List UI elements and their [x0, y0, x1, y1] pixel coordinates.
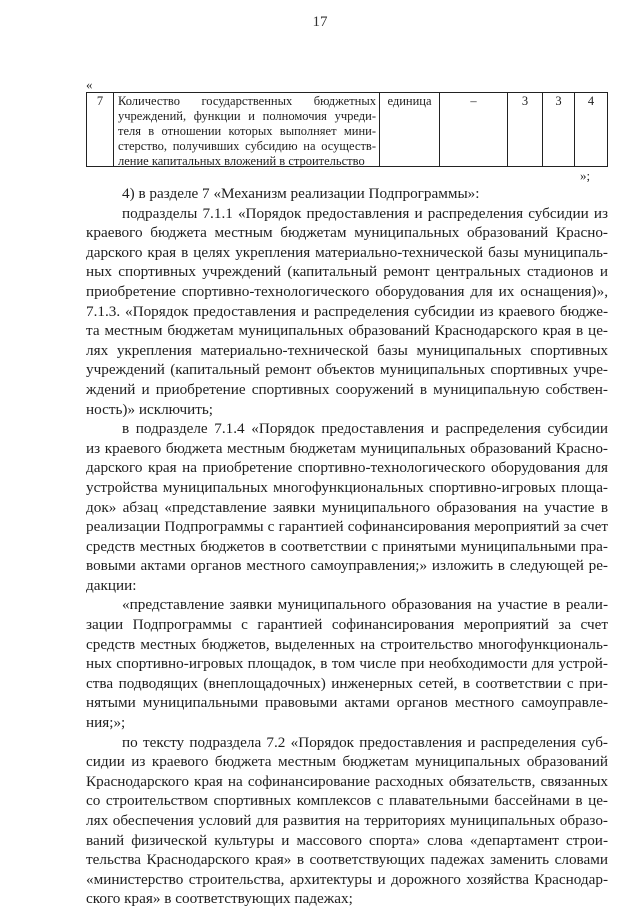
- description-line: ление капитальных вложений в строительство: [118, 154, 365, 168]
- text-line: 7.1.3. «Порядок предоставления и распределения субсидии из краевого бюдже-: [86, 302, 608, 320]
- text-line: ных спортивно-игровых площадок, в том числе при необходимости для устрой-: [86, 655, 608, 673]
- text-line: дакции:: [86, 576, 137, 594]
- text-line: средств местных бюджетов, выделенных на строительство многофункциональ-: [86, 635, 608, 653]
- paragraph: [86, 733, 608, 909]
- text-line: в подразделе 7.1.4 «Порядок предоставления и распределения субсидии: [122, 420, 608, 438]
- page-number: 17: [312, 14, 328, 30]
- text-line: со строительством спортивных комплексов с плавательными бассейнами в це-: [86, 792, 608, 810]
- text-line: ных спортивных учреждений (капитальный ремонт центральных стадионов и: [86, 263, 608, 281]
- description-line: стерство, получивших субсидию на осуществ-: [118, 139, 376, 153]
- row-description-cell: [114, 93, 380, 166]
- text-line: ского края» в соответствующих падежах;: [86, 890, 353, 908]
- row-value-cell-4: 4: [587, 94, 595, 108]
- description-line: Количество государственных бюджетных: [118, 94, 376, 108]
- text-line: реализации Подпрограммы с гарантией софинансирования мероприятий за счет: [86, 518, 608, 536]
- text-line: дарского края на приобретение спортивно-технологического оборудования для: [86, 459, 608, 477]
- text-line: «представление заявки муниципального образования на участие в реали-: [122, 596, 608, 614]
- text-line: сидии из краевого бюджета местным бюджетам муниципальных образований: [86, 753, 608, 771]
- text-line: та местным бюджетам муниципальных образований Краснодарского края в це-: [86, 322, 608, 340]
- text-line: подразделы 7.1.1 «Порядок предоставления и распределения субсидии из: [122, 204, 608, 222]
- text-line: нятыми муниципальными правовыми актами органов местного самоуправле-: [86, 694, 608, 712]
- paragraph: [86, 204, 608, 420]
- text-line: «министерство строительства, архитектуры и дорожного хозяйства Краснодар-: [86, 870, 608, 888]
- text-line: учреждений (капитальный ремонт объектов муниципальных спортивных учре-: [86, 361, 608, 379]
- paragraph: [86, 419, 608, 595]
- table-row: [86, 92, 608, 167]
- document-body: [86, 184, 608, 909]
- text-line: лях укрепления материально-технической базы муниципальных спортивных: [86, 341, 608, 359]
- text-line: тельства Краснодарского края» в соответствующих падежах заменить словами: [86, 851, 608, 869]
- row-value-cell-2: 3: [508, 93, 543, 166]
- text-line: краевого бюджета местным бюджетам муниципальных образований Красно-: [86, 224, 608, 242]
- row-unit-cell: единица: [380, 93, 440, 166]
- text-line: из краевого бюджета местным бюджетам муниципальных образований Красно-: [86, 439, 608, 457]
- text-line: вовыми актами органов местного самоуправления;» изложить в следующей ре-: [86, 557, 608, 575]
- text-line: ваний физической культуры и массового спорта» слова «департамент строи-: [86, 831, 608, 849]
- text-line: зации Подпрограммы с гарантией софинансирования мероприятий за счет: [86, 616, 608, 634]
- text-line: док» абзац «представление заявки муниципального образования на участие в: [86, 498, 608, 516]
- text-line: по тексту подраздела 7.2 «Порядок предоставления и распределения суб-: [122, 733, 608, 751]
- text-line: ждений и приобретение спортивных сооружений в муниципальную собствен-: [86, 380, 608, 398]
- text-line: приобретение спортивно-технологического оборудования для их оснащения)»,: [86, 282, 608, 300]
- description-line: учреждений, функции и полномочия учреди-: [118, 109, 376, 123]
- row-value-cell-3: 3: [543, 93, 575, 166]
- text-line: лях обеспечения условий для развития на территориях муниципальных образо-: [86, 812, 608, 829]
- paragraph: [86, 184, 608, 204]
- text-line: ния;»;: [86, 714, 126, 732]
- row-value-cell-1: –: [440, 93, 508, 166]
- description-line: теля в отношении которых выполняет мини-: [118, 124, 376, 138]
- text-line: дарского края в целях укрепления материально-технической базы муниципаль-: [86, 243, 608, 261]
- text-line: 4) в разделе 7 «Механизм реализации Подпрограммы»:: [122, 185, 480, 202]
- text-line: ства подводящих (внеплощадочных) инженерных сетей, в соответствии с при-: [86, 674, 608, 692]
- text-line: средств местных бюджетов в соответствии с принятыми муниципальными пра-: [86, 537, 608, 555]
- table-close-quote: »;: [580, 168, 591, 183]
- paragraph: [86, 595, 608, 732]
- text-line: устройства муниципальных многофункциональных спортивно-игровых площа-: [86, 478, 608, 496]
- row-number-cell: 7: [87, 93, 114, 166]
- text-line: ность)» исключить;: [86, 400, 213, 418]
- text-line: Краснодарского края на софинансирование расходных обязательств, связанных: [86, 772, 608, 790]
- table-open-quote: «: [86, 77, 93, 92]
